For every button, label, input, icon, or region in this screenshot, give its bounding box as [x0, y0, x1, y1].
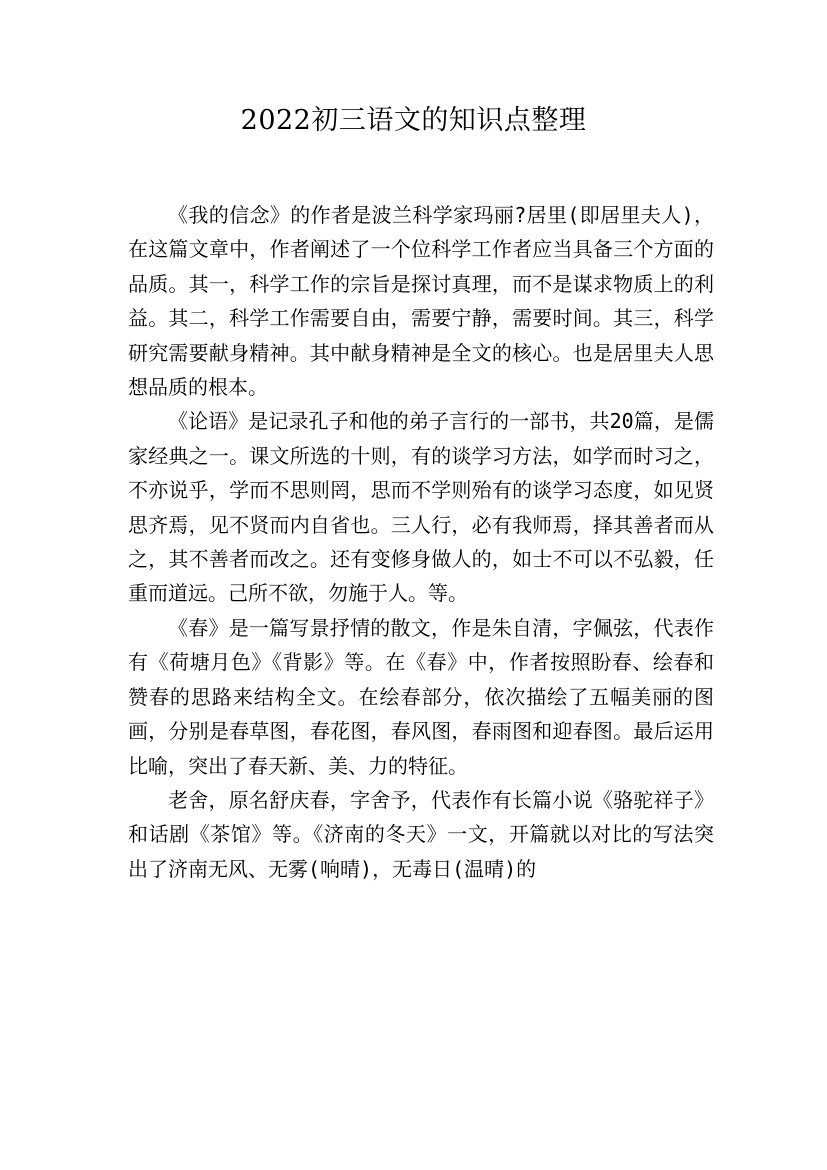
paragraph-my-belief: 《我的信念》的作者是波兰科学家玛丽?居里(即居里夫人)，在这篇文章中，作者阐述了一个位科学工作者应当具备三个方面的品质。其一，科学工作的宗旨是探讨真理，而不是谋求物质上的利益。其二，科学工作需要自由，需要宁静，需要时间。其三，科学研究需要献身精神。其中献身精神是全文的核心。也是居里夫人思想品质的根本。	[128, 203, 714, 400]
paragraph-spring: 《春》是一篇写景抒情的散文，作是朱自清，字佩弦，代表作有《荷塘月色》《背影》等。在《春》中，作者按照盼春、绘春和赞春的思路来结构全文。在绘春部分，依次描绘了五幅美丽的图画，分别是春草图，春花图，春风图，春雨图和迎春图。最后运用比喻，突出了春天新、美、力的特征。	[128, 615, 714, 778]
document-title: 2022初三语文的知识点整理	[240, 105, 587, 136]
document-body	[128, 198, 714, 886]
paragraph-analects: 《论语》是记录孔子和他的弟子言行的一部书，共20篇，是儒家经典之一。课文所选的十则，有的谈学习方法，如学而时习之，不亦说乎，学而不思则罔，思而不学则殆有的谈学习态度，如见贤思齐焉，见不贤而内自省也。三人行，必有我师焉，择其善者而从之，其不善者而改之。还有变修身做人的，如士不可以不弘毅，任重而道远。己所不欲，勿施于人。等。	[128, 409, 714, 606]
paragraph-lao-she: 老舍，原名舒庆春，字舍予，代表作有长篇小说《骆驼祥子》和话剧《茶馆》等。《济南的冬天》一文，开篇就以对比的写法突出了济南无风、无雾(响晴)，无毒日(温晴)的	[128, 787, 714, 881]
